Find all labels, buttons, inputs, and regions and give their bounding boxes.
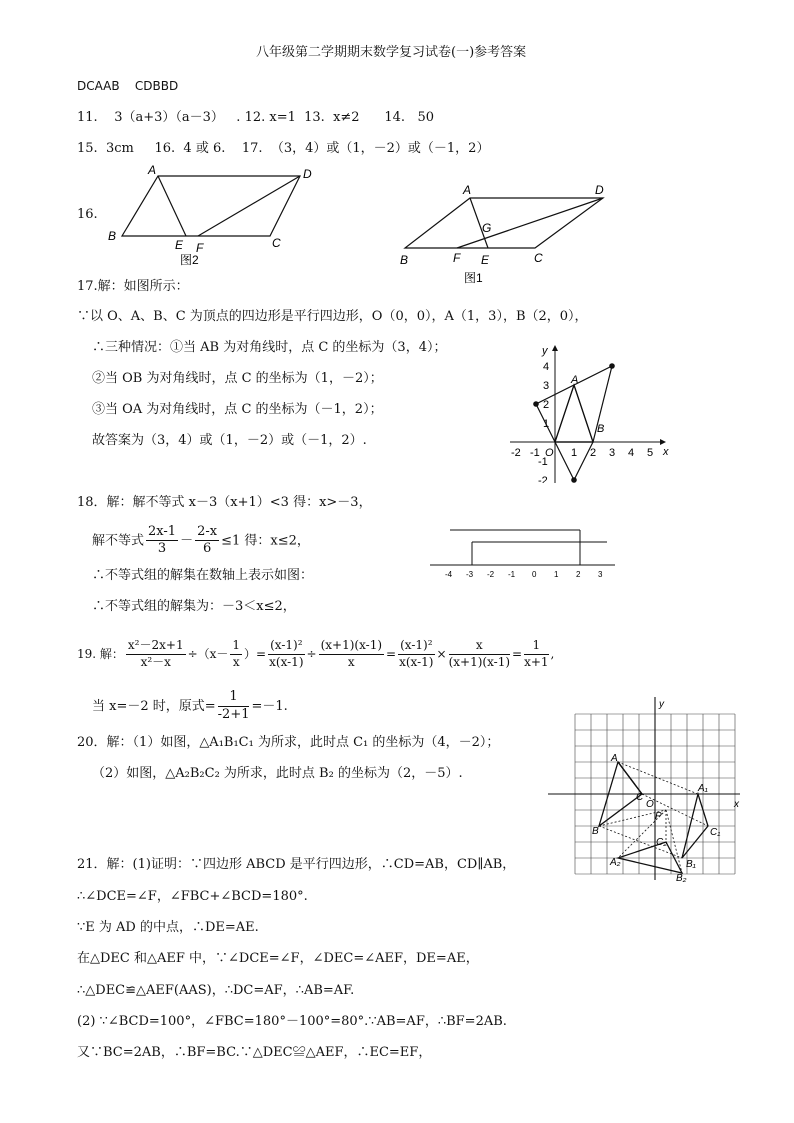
triangle-a2b2c2 xyxy=(618,842,682,873)
comma: , xyxy=(550,646,555,661)
q21-line-4: 在△DEC 和△AEF 中，∵∠DCE=∠F，∠DEC=∠AEF，DE=AE， xyxy=(77,951,479,966)
q19-line-2 xyxy=(92,690,288,723)
frac-den: x²－x xyxy=(140,654,171,669)
q20-line-2: （2）如图，△A₂B₂C₂ 为所求，此时点 B₂ 的坐标为（2，－5）. xyxy=(92,766,463,781)
point-c2 xyxy=(571,477,577,483)
label-b-1: B xyxy=(400,253,409,267)
frac-num: 2-x xyxy=(195,525,219,541)
number-line xyxy=(425,522,620,584)
minus-sign: － xyxy=(180,533,194,549)
x-tick-2: 2 xyxy=(590,447,597,459)
q17-heading: 17.解：如图所示： xyxy=(77,279,189,294)
label-a-1: A xyxy=(463,183,472,197)
q21-line-7: 又∵BC=2AB，∴BF=BC.∵△DEC≌△AEF，∴EC=EF， xyxy=(77,1045,432,1060)
y-tick-3: 3 xyxy=(543,380,550,392)
close-eq: ）= xyxy=(244,646,267,661)
q18-suffix: ≤1 得：x≤2， xyxy=(221,533,310,549)
parallelogram-abcd-1 xyxy=(405,198,603,248)
y-tick-neg2: -2 xyxy=(538,475,548,483)
q20-line-1: 20．解：（1）如图，△A₁B₁C₁ 为所求，此时点 C₁ 的坐标为（4，－2）； xyxy=(77,735,500,750)
point-a-label: A xyxy=(571,374,579,386)
label-b2: B₂ xyxy=(676,873,687,884)
frac-e6 xyxy=(449,639,510,670)
frac-den: -2+1 xyxy=(217,706,250,722)
label-d-1: D xyxy=(595,183,604,197)
frac-den: 6 xyxy=(202,541,212,557)
q21-line-6: (2) ∵∠BCD=100°，∠FBC=180°－100°=80°.∵AB=AF，∴BF=2AB. xyxy=(77,1014,507,1029)
point-c1 xyxy=(609,363,615,369)
q21-line-3: ∵E 为 AD 的中点，∴DE=AE. xyxy=(77,920,259,935)
label-f-1: F xyxy=(453,251,461,265)
frac-den: x(x-1) xyxy=(399,654,434,669)
frac-num: x xyxy=(449,639,510,655)
y-axis-label: y xyxy=(542,345,548,357)
q18-prefix: 解不等式 xyxy=(92,533,145,549)
y-tick-neg1: -1 xyxy=(538,456,548,468)
origin-label: O xyxy=(545,447,554,459)
times-sign: × xyxy=(436,646,447,661)
frac-e2 xyxy=(230,639,242,670)
label-g: G xyxy=(482,221,492,235)
eq-sign-2: = xyxy=(512,646,523,661)
x-tick-3: 3 xyxy=(609,447,616,459)
fraction-2-x-over-6 xyxy=(195,525,219,557)
tick-labels xyxy=(445,570,603,579)
eq-sign: = xyxy=(386,646,397,661)
figure-1-parallelogram xyxy=(395,180,625,285)
q20-grid-figure xyxy=(548,695,748,885)
frac-den: (x+1)(x-1) xyxy=(448,654,511,669)
frac-den: x xyxy=(232,654,240,669)
q17-coordinate-graph xyxy=(505,338,680,483)
figure-2-caption: 图2 xyxy=(180,253,199,267)
x-tick-4: 4 xyxy=(628,447,635,459)
frac-den: x+1 xyxy=(524,654,549,669)
frac-e4 xyxy=(319,639,384,670)
label-c2: C₂ xyxy=(656,837,668,848)
q11-answer: 11. 3（a+3）（a－3） . 12. x=1 13. x≠2 14. 50 xyxy=(77,110,434,125)
point-c3 xyxy=(533,401,539,407)
x-axis-label: x xyxy=(663,446,669,458)
point-b-label: B xyxy=(597,423,605,435)
frac-den: 3 xyxy=(157,541,167,557)
tick-neg2: -2 xyxy=(487,570,495,579)
q17-line-3: ②当 OB 为对角线时，点 C 的坐标为（1，－2）； xyxy=(92,371,383,386)
x-tick-5: 5 xyxy=(647,447,654,459)
q21-line-5: ∴△DEC≌△AEF(AAS)，∴DC=AF，∴AB=AF. xyxy=(77,983,355,998)
label-b: B xyxy=(108,229,117,243)
frac-num: 1 xyxy=(230,639,242,655)
label-f: F xyxy=(196,241,204,255)
frac-num: 1 xyxy=(218,690,250,707)
q17-line-5: 故答案为（3，4）或（1，－2）或（－1，2）. xyxy=(92,433,367,448)
label-c: C xyxy=(272,236,281,250)
tick-0: 0 xyxy=(532,570,537,579)
q17-line-1: ∵以 O、A、B、C 为顶点的四边形是平行四边形，O（0，0），A（1，3），B（2，0）， xyxy=(77,309,588,324)
label-o: O xyxy=(646,799,654,810)
label-c-1: C xyxy=(534,251,543,265)
y-tick-4: 4 xyxy=(543,361,550,373)
frac-e7 xyxy=(524,639,548,670)
fraction-2x-1-over-3 xyxy=(146,525,178,557)
x-axis-label: x xyxy=(734,799,739,810)
frac-num: 1 xyxy=(524,639,548,655)
q19-prefix: 当 x=－2 时，原式= xyxy=(92,698,216,714)
x-tick-neg1: -1 xyxy=(530,447,540,459)
q21-line-2: ∴∠DCE=∠F，∠FBC+∠BCD=180°. xyxy=(77,889,308,904)
frac-e1 xyxy=(126,639,186,670)
page-title: 八年级第二学期期末数学复习试卷(一)参考答案 xyxy=(256,45,527,60)
y-axis-label: y xyxy=(659,699,664,710)
q17-line-2: ∴三种情况：①当 AB 为对角线时，点 C 的坐标为（3，4）； xyxy=(92,340,447,355)
parallelogram-abcd xyxy=(122,176,300,236)
y-tick-1: 1 xyxy=(543,418,550,430)
frac-num: (x-1)² xyxy=(398,639,434,655)
mc-answers: DCAAB CDBBD xyxy=(77,79,179,93)
label-a2: A₂ xyxy=(610,857,621,868)
q19-suffix: =－1. xyxy=(251,698,288,714)
tick-neg3: -3 xyxy=(466,570,474,579)
label-e: E xyxy=(175,238,184,252)
div-sign-2: ÷ xyxy=(306,646,317,661)
segment-ae xyxy=(158,176,186,236)
parallelogram-2 xyxy=(555,385,593,480)
q19-line-1 xyxy=(77,639,554,670)
tick-1: 1 xyxy=(554,570,559,579)
tick-neg4: -4 xyxy=(445,570,453,579)
q19-label: 19. 解： xyxy=(77,646,124,661)
q15-answer: 15. 3cm 16. 4 或 6. 17. （3，4）或（1，－2）或（－1，2） xyxy=(77,141,490,156)
y-tick-2: 2 xyxy=(543,399,550,411)
q17-line-4: ③当 OA 为对角线时，点 C 的坐标为（－1，2）； xyxy=(92,402,383,417)
q18-line-4: ∴不等式组的解集为：－3＜x≤2， xyxy=(92,599,296,614)
frac-num: (x+1)(x-1) xyxy=(319,639,384,655)
figure-2-parallelogram xyxy=(100,160,320,270)
tick-neg1: -1 xyxy=(508,570,516,579)
x-tick-neg2: -2 xyxy=(511,447,521,459)
q16-number: 16. xyxy=(77,207,98,222)
q18-line-3: ∴不等式组的解集在数轴上表示如图： xyxy=(92,568,314,583)
frac-den: x xyxy=(347,654,355,669)
div-sign: ÷（x－ xyxy=(187,646,229,661)
label-d: D xyxy=(303,167,312,181)
frac-num: x²－2x+1 xyxy=(126,639,186,655)
q21-line-1: 21．解：(1)证明：∵四边形 ABCD 是平行四边形，∴CD=AB，CD∥AB， xyxy=(77,857,516,872)
label-c: C xyxy=(636,792,644,803)
q18-line-2 xyxy=(92,525,310,557)
frac-e5 xyxy=(398,639,434,670)
label-a: A xyxy=(611,753,618,764)
label-e-1: E xyxy=(481,253,490,267)
frac-e3 xyxy=(268,639,304,670)
label-c1: C₁ xyxy=(710,827,721,838)
figure-1-caption: 图1 xyxy=(464,271,483,285)
label-a1: A₁ xyxy=(698,783,708,794)
tick-3: 3 xyxy=(598,570,603,579)
label-b1: B₁ xyxy=(686,859,696,870)
frac-num: (x-1)² xyxy=(268,639,304,655)
label-a: A xyxy=(148,163,157,177)
tick-2: 2 xyxy=(576,570,581,579)
frac-den: x(x-1) xyxy=(269,654,304,669)
x-tick-1: 1 xyxy=(571,447,578,459)
frac-e8 xyxy=(218,690,250,723)
frac-num: 2x-1 xyxy=(146,525,178,541)
label-b: B xyxy=(592,826,599,837)
label-p: P xyxy=(655,811,662,822)
q18-line-1: 18．解：解不等式 x－3（x+1）<3 得：x>－3， xyxy=(77,495,372,510)
